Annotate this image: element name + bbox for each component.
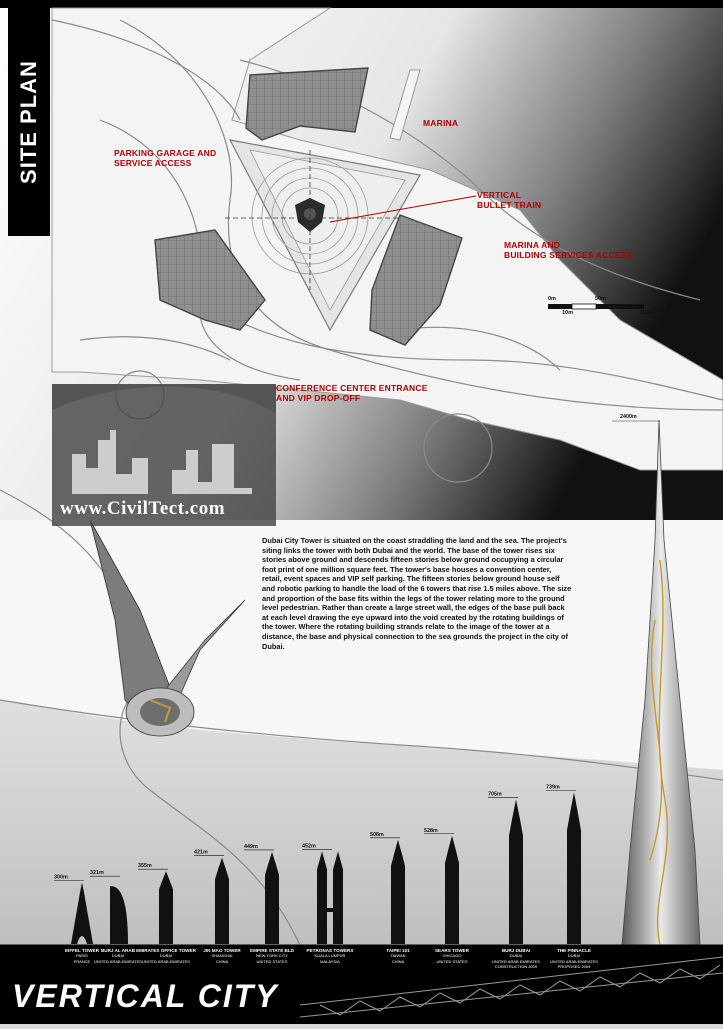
building-name: THE PINNACLE [557,948,591,953]
project-description: Dubai City Tower is situated on the coast straddling the land and the sea. The project's siting links the tower with both Dubai and the world. The base of the tower rises six stories above ground and descends fifteen stories below ground occupying a circular foot print of one million square feet. The tower's base houses a convention center, retail, event spaces and VIP self parking. The fifteen stories below ground house self and robotic parking to handle the load of the 6 towers that rise 1.5 miles above. The size and proportion of the base fits within the legs of the tower relating more to the ground level pedestrian. Rather than create a large street wall, the edges of the base pull back at each level drawing the eye upward into the void created by the rotating buildings of the tower. Where the rotating building strands relate to the image of the tower at a distance, the base and physical connection to the sea grounds the project in the city of Dubai. [262,536,572,651]
label-marina-access-line2: BUILDING SERVICES ACCESS [504,250,633,260]
building-name-label [300,948,360,964]
building-silhouette [391,840,405,944]
scale-label-100: 100m [640,310,655,316]
building-location: PARIS FRANCE [73,953,91,964]
building-location: SHANGHAI CHINA [211,953,233,964]
building-silhouette [110,886,128,944]
building-silhouette [509,799,523,944]
building-silhouette [265,852,279,944]
building-silhouette [159,871,173,944]
building-height-label: 449m [244,843,258,850]
building-height-label: 421m [194,849,208,856]
building-location: KUALA LUMPUR MALAYSIA [314,953,346,964]
scale-label-10: 10m [562,310,574,316]
label-parking-garage [114,148,216,168]
building-name-label [368,948,428,964]
height-comparison-chart [0,770,600,946]
building-silhouette [445,836,459,944]
building-location: CHICAGO UNITED STATES [436,953,468,964]
vertical-city-title: VERTICAL CITY [12,978,279,1014]
scale-label-0: 0m [548,296,556,302]
building-height-label: 355m [138,863,152,870]
building-name: PETRONAS TOWERS [306,948,354,953]
building-name: EMPIRE STATE BLD [250,948,294,953]
building-name: JIN MAO TOWER [203,948,241,953]
site-plan-title-block [8,8,50,236]
building-name-label [136,948,196,964]
building-height-label: 528m [424,827,438,834]
label-marina-access-line1: MARINA AND [504,240,561,250]
label-bullet-line1: VERTICAL [477,190,522,200]
building-location: DUBAI UNITED ARAB EMIRATES [142,953,190,964]
label-conference-line2: AND VIP DROP-OFF [276,393,361,403]
building-name: SEARS TOWER [434,948,470,953]
watermark-text: www.CivilTect.com [60,498,226,519]
building-name-label [242,948,302,964]
building-location: DUBAI UNITED ARAB EMIRATES PROPOSED 2009 [550,953,598,970]
building-height-label: 300m [54,874,68,881]
label-parking-line1: PARKING GARAGE AND [114,148,217,158]
building-height-label: 452m [302,843,316,850]
label-bullet-train [477,190,541,210]
building-location: NEW YORK CITY UNITED STATES [256,953,288,964]
building-name: BURJ AL ARAB [100,948,136,953]
building-silhouette [567,793,581,944]
label-bullet-line2: BULLET TRAIN [477,200,542,210]
building-name: EMIRATES OFFICE TOWER [136,948,196,953]
label-marina-access [504,240,633,260]
building-name: EIFFEL TOWER [64,948,100,953]
site-plan-title: SITE PLAN [16,60,41,184]
scale-label-50: 50m [595,296,607,302]
building-height-label: 705m [488,791,502,798]
building-location: DUBAI UNITED ARAB EMIRATES CONSTRUCTION 2009 [492,953,540,970]
building-location: DUBAI UNITED ARAB EMIRATES [94,953,142,964]
label-conference-line1: CONFERENCE CENTER ENTRANCE [276,383,428,393]
building-location: TAIWAN CHINA [390,953,406,964]
building-silhouette [317,851,343,944]
label-conference-center [276,383,428,403]
building-name: TAIPEI 101 [386,948,410,953]
building-height-label: 321m [90,870,104,877]
building-height-label: 508m [370,831,384,838]
building-name-label [422,948,482,964]
building-height-label: 739m [546,784,560,791]
building-silhouette [71,883,93,945]
building-name: BURJ DUBAI [501,948,531,953]
building-name-label [486,948,546,970]
label-marina: MARINA [423,118,459,128]
building-silhouette [215,858,229,944]
building-name-label [544,948,604,970]
label-parking-line2: SERVICE ACCESS [114,158,192,168]
tower-height-label: 2400m [620,414,637,420]
